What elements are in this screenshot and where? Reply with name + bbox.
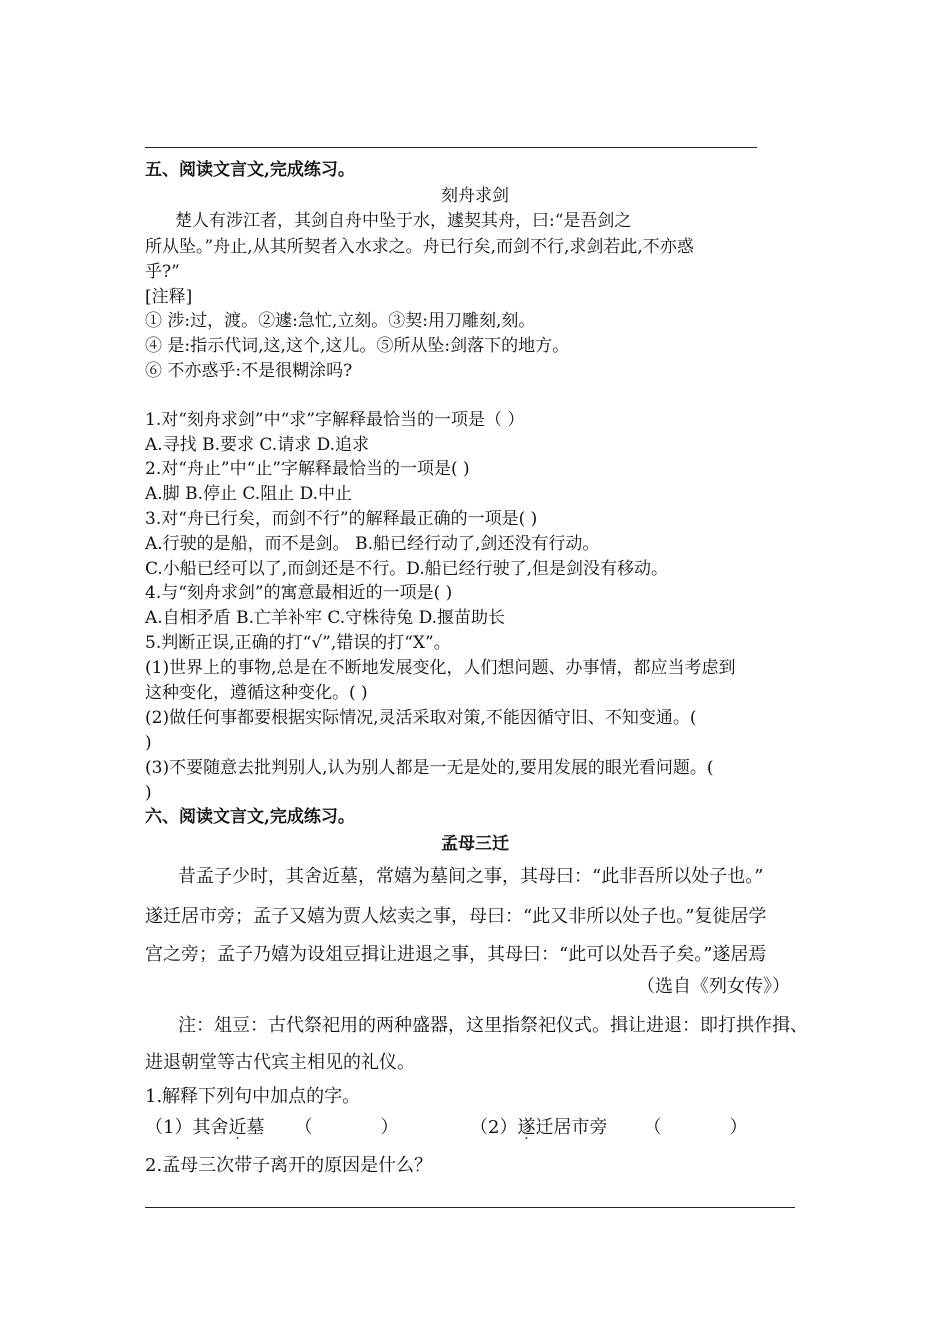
section5-title: 刻舟求剑 [441, 186, 509, 206]
section6-question-2: 2.孟母三次带子离开的原因是什么？ [145, 1155, 433, 1176]
judgement-item: ) [145, 783, 152, 803]
section5-text-line: 楚人有涉江者，其剑自舟中坠于水，遽契其舟，曰:“是吾剑之 [175, 211, 632, 231]
answer-line-top [145, 147, 757, 148]
question-line: 5.判断正误,正确的打“√”,错误的打“X”。 [145, 633, 451, 653]
question-line: 1.对“刻舟求剑”中“求”字解释最恰当的一项是（ ） [145, 410, 525, 430]
judgement-item: (1)世界上的事物,总是在不断地发展变化，人们想问题、办事情，都应当考虑到 [145, 658, 736, 678]
note-line: ④ 是:指示代词,这,这个,这儿。⑤所从坠:剑落下的地方。 [145, 336, 570, 356]
q1-item2-prefix: （2） [470, 1117, 518, 1138]
q1-item2-rest: 迁居市旁 [535, 1117, 608, 1138]
judgement-item: ) [145, 733, 152, 753]
question-options: A.自相矛盾 B.亡羊补牢 C.守株待兔 D.揠苗助长 [145, 608, 506, 628]
q1-item1-prefix: （1）其舍 [145, 1117, 229, 1138]
section5-text-line: 所从坠。”舟止,从其所契者入水求之。舟已行矣,而剑不行,求剑若此,不亦惑 [145, 237, 694, 257]
section6-text-line: 昔孟子少时，其舍近墓，常嬉为墓间之事，其母曰：“此非吾所以处子也。” [178, 866, 764, 887]
section6-note-line: 进退朝堂等古代宾主相见的礼仪。 [145, 1052, 415, 1073]
section6-q1-item2 [470, 1117, 747, 1139]
section6-text-line: 遂迁居市旁；孟子又嬉为贾人炫卖之事，母曰：“此又非所以处子也。”复徙居学 [145, 906, 767, 927]
question-line: 4.与“刻舟求剑”的寓意最相近的一项是( ) [145, 583, 453, 603]
note-line: ① 涉:过，渡。②遽:急忙,立刻。③契:用刀雕刻,刻。 [145, 311, 536, 331]
section6-q1-item1 [145, 1117, 398, 1139]
answer-paren-close: ） [729, 1117, 748, 1138]
judgement-item: (3)不要随意去批判别人,认为别人都是一无是处的,要用发展的眼光看问题。( [145, 758, 714, 778]
question-options: A.寻找 B.要求 C.请求 D.追求 [145, 435, 370, 455]
note-line: ⑥ 不亦惑乎:不是很糊涂吗? [145, 361, 353, 381]
answer-paren-open: （ [643, 1117, 662, 1138]
section6-heading: 六、阅读文言文,完成练习。 [145, 807, 355, 827]
section5-heading: 五、阅读文言文,完成练习。 [145, 160, 355, 180]
notes-title: [注释] [145, 287, 193, 307]
answer-paren-close: ） [380, 1117, 399, 1138]
q1-item1-rest: 墓 [246, 1117, 265, 1138]
answer-line-bottom [145, 1207, 795, 1208]
section6-question-1: 1.解释下列句中加点的字。 [145, 1086, 361, 1107]
section6-title: 孟母三迁 [441, 834, 509, 854]
question-options: A.脚 B.停止 C.阻止 D.中止 [145, 484, 353, 504]
section5-text-line: 乎?” [145, 262, 180, 282]
answer-paren-open: （ [294, 1117, 313, 1138]
section6-note-line: 注：俎豆：古代祭祀用的两种盛器，这里指祭祀仪式。揖让进退：即打拱作揖、 [178, 1015, 808, 1036]
judgement-item: 这种变化，遵循这种变化。( ) [145, 683, 368, 703]
dotted-char: 近 [228, 1117, 247, 1138]
question-line: 3.对“舟已行矣，而剑不行”的解释最正确的一项是( ) [145, 509, 538, 529]
dotted-char: 遂 [517, 1117, 536, 1138]
source-citation: （选自《列女传》） [637, 976, 790, 997]
question-line: 2.对“舟止”中“止”字解释最恰当的一项是( ) [145, 459, 470, 479]
question-options: C.小船已经可以了,而剑还是不行。D.船已经行驶了,但是剑没有移动。 [145, 559, 669, 579]
question-options: A.行驶的是船，而不是剑。 B.船已经行动了,剑还没有行动。 [145, 534, 600, 554]
judgement-item: (2)做任何事都要根据实际情况,灵活采取对策,不能因循守旧、不知变通。( [145, 708, 697, 728]
section6-text-line: 宫之旁；孟子乃嬉为设俎豆揖让进退之事，其母曰：“此可以处吾子矣。”遂居焉 [145, 944, 767, 965]
